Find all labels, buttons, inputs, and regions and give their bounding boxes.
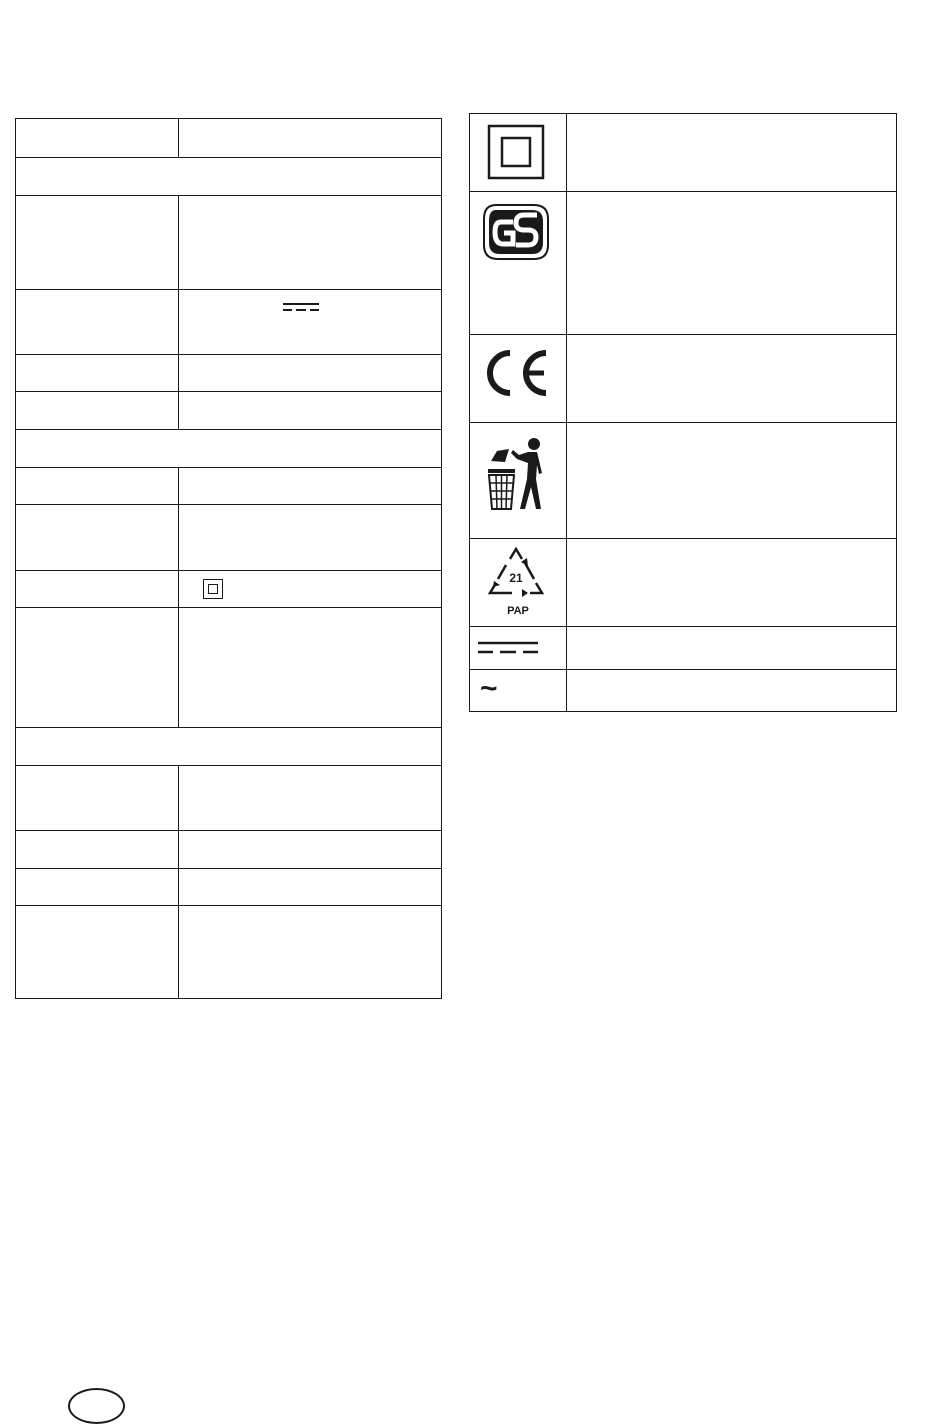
ce-mark-icon — [484, 349, 550, 397]
country-code-badge — [68, 1388, 125, 1424]
table-row — [16, 467, 441, 504]
legend-description — [566, 335, 896, 422]
direct-current-icon — [283, 302, 319, 312]
legend-row — [470, 422, 896, 538]
table-cell — [178, 392, 441, 429]
protection-class-ii-icon — [203, 579, 223, 599]
table-row — [16, 354, 441, 391]
technical-data-table — [15, 118, 442, 999]
table-cell — [178, 468, 441, 504]
gs-tested-safety-icon — [482, 203, 550, 261]
legend-description — [566, 627, 896, 669]
table-cell — [178, 869, 441, 905]
table-cell — [178, 571, 441, 607]
table-cell — [178, 766, 441, 830]
table-cell — [16, 869, 178, 905]
table-cell — [178, 608, 441, 727]
recycling-material-label: PAP — [507, 605, 529, 617]
legend-description — [566, 539, 896, 626]
recycling-triangle-icon — [484, 545, 548, 603]
table-row — [16, 195, 441, 289]
table-cell — [178, 119, 441, 157]
table-cell — [16, 571, 178, 607]
table-cell — [16, 119, 178, 157]
symbols-legend-table — [469, 113, 897, 712]
alternating-current-icon: ~ — [480, 672, 498, 705]
legend-description — [566, 192, 896, 334]
table-row — [16, 765, 441, 830]
dispose-properly-icon — [485, 435, 547, 513]
direct-current-icon — [478, 641, 538, 655]
legend-description — [566, 114, 896, 191]
table-row — [16, 119, 441, 157]
table-section-header — [16, 727, 441, 765]
table-section-header — [16, 429, 441, 467]
table-cell — [16, 906, 178, 998]
table-row — [16, 504, 441, 570]
legend-row — [470, 669, 896, 711]
legend-description — [566, 423, 896, 538]
table-cell — [178, 290, 441, 354]
table-cell — [16, 355, 178, 391]
table-cell — [178, 505, 441, 570]
legend-row — [470, 538, 896, 626]
table-row — [16, 905, 441, 998]
table-cell — [16, 766, 178, 830]
recycling-code: 21 — [509, 571, 523, 585]
table-cell — [178, 196, 441, 289]
legend-row — [470, 334, 896, 422]
table-row — [16, 289, 441, 354]
table-cell — [178, 906, 441, 998]
double-insulation-icon — [487, 124, 545, 180]
legend-row — [470, 626, 896, 669]
legend-description — [566, 670, 896, 711]
legend-row — [470, 191, 896, 334]
legend-row — [470, 114, 896, 191]
table-cell — [16, 505, 178, 570]
table-row — [16, 607, 441, 727]
table-cell — [16, 290, 178, 354]
table-cell — [16, 831, 178, 868]
table-cell — [16, 196, 178, 289]
table-cell — [16, 608, 178, 727]
table-row — [16, 868, 441, 905]
table-row — [16, 830, 441, 868]
table-cell — [178, 355, 441, 391]
table-cell — [16, 468, 178, 504]
table-cell — [16, 430, 441, 467]
table-cell — [16, 158, 441, 195]
table-row — [16, 391, 441, 429]
table-row — [16, 570, 441, 607]
table-section-header — [16, 157, 441, 195]
table-cell — [178, 831, 441, 868]
table-cell — [16, 392, 178, 429]
table-cell — [16, 728, 441, 765]
